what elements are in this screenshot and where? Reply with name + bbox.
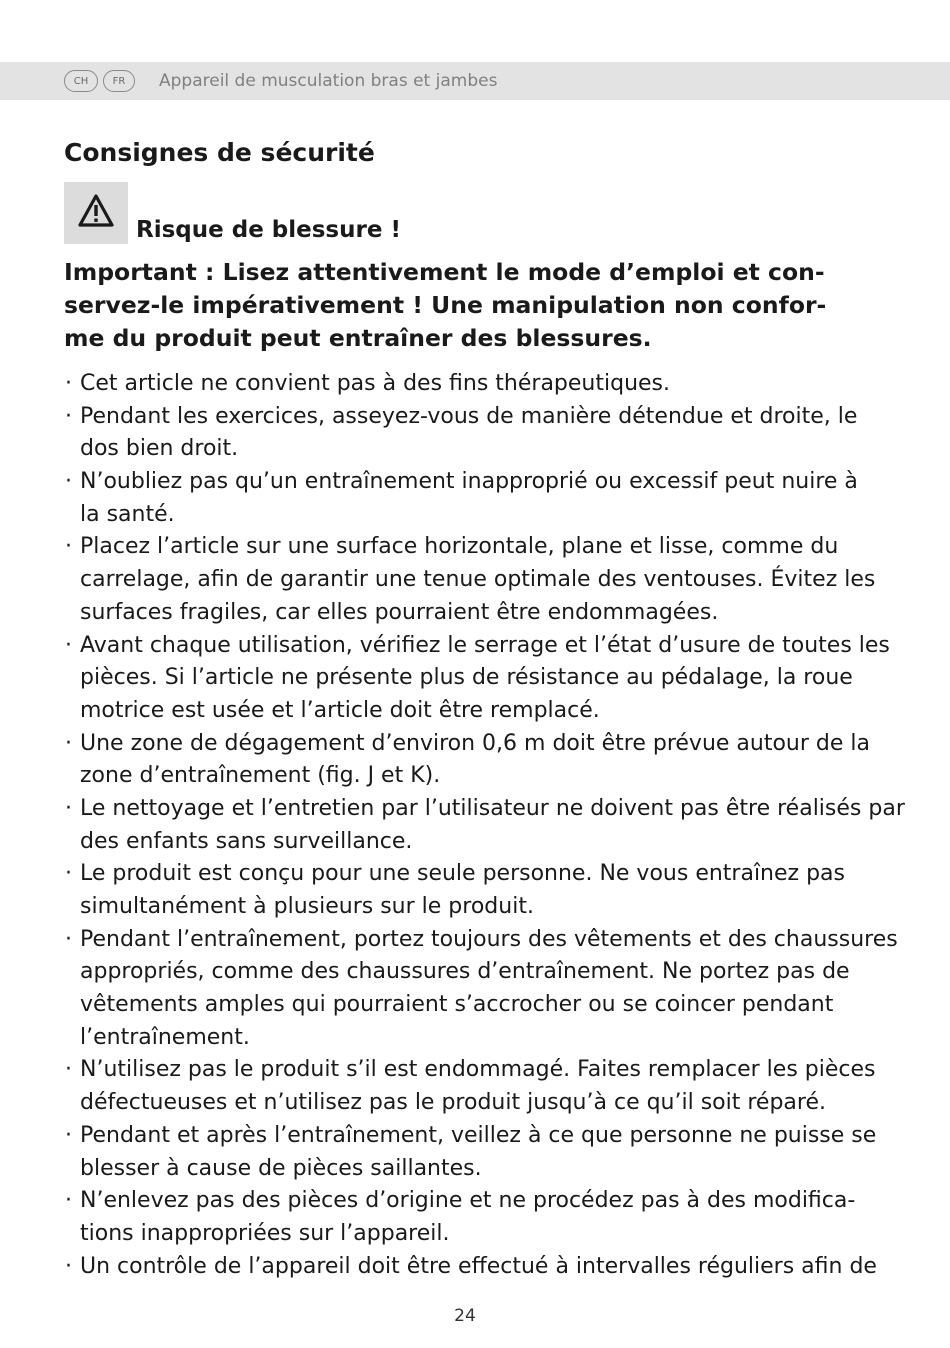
bullet-marker: · <box>65 534 72 560</box>
safety-bullet-item <box>64 728 886 793</box>
header-title: Appareil de musculation bras et jambes <box>159 71 498 91</box>
bullet-marker: · <box>65 1057 72 1083</box>
bullet-text-line: Cet article ne convient pas à des fins thérapeutiques. <box>80 371 671 396</box>
bullet-text-line: N’utilisez pas le produit s’il est endommagé. Faites remplacer les pièces <box>80 1057 876 1083</box>
bullet-marker: · <box>65 1253 72 1279</box>
bullet-marker: · <box>65 1122 72 1148</box>
safety-bullet-item <box>64 1185 886 1250</box>
bullet-marker: · <box>65 926 72 952</box>
bullet-text-line: défectueuses et n’utilisez pas le produit jusqu’à ce qu’il soit réparé. <box>80 1090 827 1116</box>
warning-label: Risque de blessure ! <box>136 217 401 243</box>
bullet-text-line: motrice est usée et l’article doit être remplacé. <box>80 697 600 723</box>
bullet-text-line: la santé. <box>80 501 175 527</box>
bullet-marker: · <box>65 403 72 429</box>
bullet-text-line: tions inappropriées sur l’appareil. <box>80 1220 450 1246</box>
safety-bullet-item <box>64 1054 886 1119</box>
safety-bullet-item <box>64 630 890 728</box>
bullet-text-line: des enfants sans surveillance. <box>80 828 413 854</box>
bullet-text-line: Pendant et après l’entraînement, veillez à ce que personne ne puisse se <box>80 1122 877 1148</box>
bullet-text-line: vêtements amples qui pourraient s’accrocher ou se coincer pendant <box>80 992 834 1018</box>
safety-bullet-item <box>64 858 886 923</box>
bullet-text-line: Le nettoyage et l’entretien par l’utilisateur ne doivent pas être réalisés par <box>80 795 905 821</box>
safety-bullet-item <box>64 793 905 858</box>
safety-bullet-item <box>64 924 898 1055</box>
bullet-marker: · <box>65 861 72 887</box>
lang-badge-ch: CH <box>64 70 98 92</box>
bullet-text-line: N’oubliez pas qu’un entraînement inapproprié ou excessif peut nuire à <box>80 469 858 495</box>
bullet-text-line: Pendant les exercices, asseyez-vous de manière détendue et droite, le <box>80 403 858 429</box>
safety-bullet-item <box>64 368 886 401</box>
safety-bullet-item <box>64 401 886 466</box>
bullet-text-line: surfaces fragiles, car elles pourraient être endommagées. <box>80 599 719 625</box>
important-notice <box>64 256 886 355</box>
bullet-marker: · <box>65 371 72 396</box>
safety-bullet-item <box>64 531 886 629</box>
bullet-text-line: simultanément à plusieurs sur le produit. <box>80 894 534 919</box>
safety-bullet-item <box>64 1251 886 1284</box>
important-line: Important : Lisez attentivement le mode d’emploi et con- <box>64 258 825 286</box>
bullet-text-line: Pendant l’entraînement, portez toujours des vêtements et des chaussures <box>80 926 898 952</box>
section-title: Consignes de sécurité <box>64 138 375 167</box>
bullet-text-line: pièces. Si l’article ne présente plus de résistance au pédalage, la roue <box>80 665 853 691</box>
bullet-text-line: l’entraînement. <box>80 1024 250 1050</box>
important-line: me du produit peut entraîner des blessures. <box>64 324 652 352</box>
lang-badge-fr: FR <box>103 70 135 92</box>
bullet-text-line: Un contrôle de l’appareil doit être effectué à intervalles réguliers afin de <box>80 1253 877 1279</box>
important-line: servez-le impérativement ! Une manipulation non confor- <box>64 291 827 319</box>
bullet-text-line: Une zone de dégagement d’environ 0,6 m doit être prévue autour de la <box>80 730 870 756</box>
page-number: 24 <box>454 1306 476 1326</box>
bullet-marker: · <box>65 1188 72 1214</box>
bullet-marker: · <box>65 730 72 756</box>
bullet-text-line: carrelage, afin de garantir une tenue optimale des ventouses. Évitez les <box>80 567 876 593</box>
bullet-text-line: dos bien droit. <box>80 436 239 462</box>
bullet-text-line: Avant chaque utilisation, vérifiez le serrage et l’état d’usure de toutes les <box>80 632 890 658</box>
safety-bullet-item <box>64 1120 886 1185</box>
warning-triangle-icon <box>77 193 115 229</box>
bullet-marker: · <box>65 469 72 495</box>
bullet-text-line: appropriés, comme des chaussures d’entraînement. Ne portez pas de <box>80 959 850 985</box>
safety-bullet-list <box>64 368 905 1283</box>
bullet-text-line: zone d’entraînement (fig. J et K). <box>80 763 441 789</box>
bullet-text-line: blesser à cause de pièces saillantes. <box>80 1155 482 1181</box>
bullet-text-line: Placez l’article sur une surface horizontale, plane et lisse, comme du <box>80 534 839 560</box>
warning-box <box>64 182 128 244</box>
bullet-text-line: N’enlevez pas des pièces d’origine et ne procédez pas à des modifica- <box>80 1188 856 1214</box>
bullet-text-line: Le produit est conçu pour une seule personne. Ne vous entraînez pas <box>80 861 845 887</box>
bullet-marker: · <box>65 632 72 658</box>
safety-bullet-item <box>64 466 886 531</box>
bullet-marker: · <box>65 795 72 821</box>
